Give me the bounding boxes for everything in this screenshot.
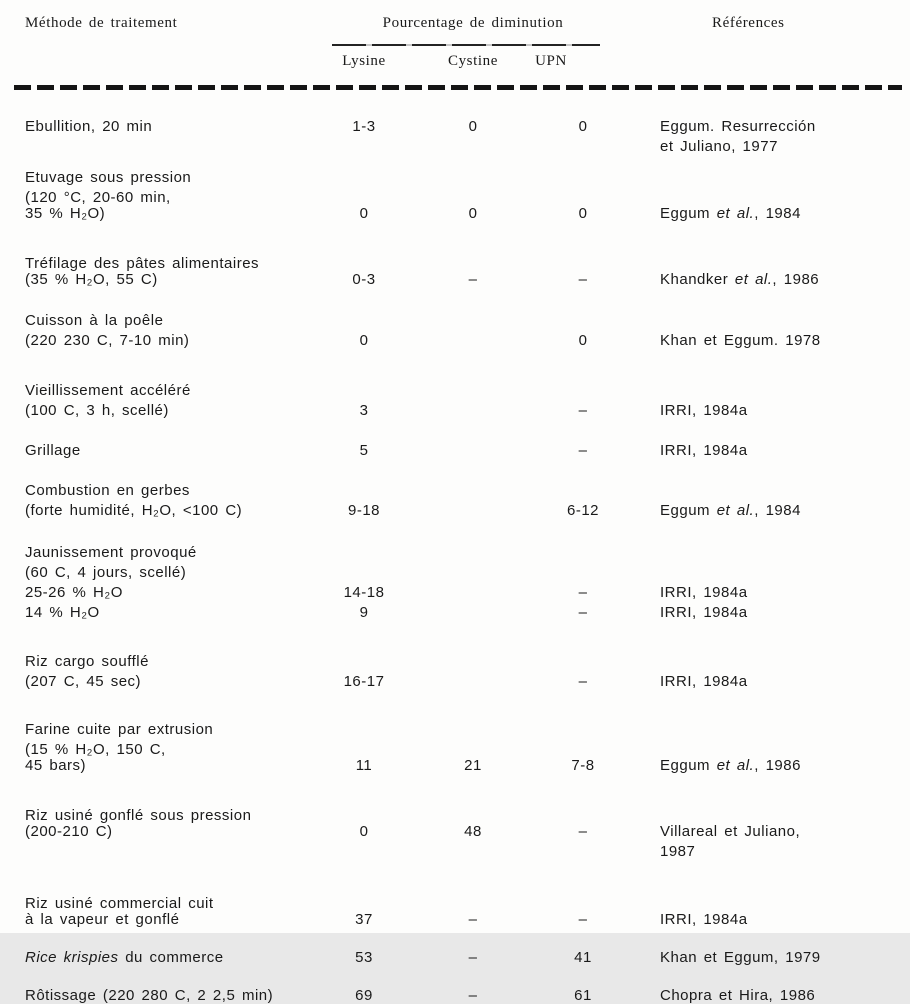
method-text: (60 C, 4 jours, scellé) [25, 564, 187, 581]
method-cell [25, 383, 330, 399]
cystine-value [440, 738, 506, 754]
upn-value: – [578, 271, 588, 288]
cystine-value [440, 309, 506, 325]
upn-value [550, 541, 616, 557]
table-header [0, 0, 910, 92]
method-cell [25, 896, 330, 912]
table-line [0, 840, 910, 860]
lysine-value [330, 309, 398, 325]
method-cell [25, 272, 330, 288]
lysine-value [330, 135, 398, 151]
upn-value: 0 [578, 118, 588, 135]
lysine-value [330, 718, 398, 734]
reference-text: IRRI, 1984a [660, 911, 748, 928]
method-text: Farine cuite par extrusion [25, 721, 214, 738]
lysine-value [330, 650, 398, 666]
cystine-value: 21 [464, 757, 482, 774]
lysine-value: 1-3 [352, 118, 376, 135]
method-text: Riz usiné commercial cuit [25, 895, 214, 912]
table-line [0, 561, 910, 581]
lysine-value: 0 [359, 332, 369, 349]
lysine-value: 53 [355, 949, 373, 966]
lysine-value: 16-17 [343, 673, 385, 690]
reference-cell [660, 272, 910, 288]
method-text: Grillage [25, 442, 81, 459]
upn-value: 61 [574, 987, 592, 1004]
reference-cell [660, 443, 910, 459]
cystine-value [440, 379, 506, 395]
cystine-value [440, 329, 506, 345]
reference-cell [660, 844, 910, 860]
reference-cell [660, 186, 910, 202]
lysine-value: 5 [359, 442, 369, 459]
lysine-value [330, 166, 398, 182]
lysine-value: 0-3 [352, 271, 376, 288]
method-cell [25, 256, 330, 272]
reference-text: et Juliano, 1977 [660, 138, 778, 155]
cystine-value [440, 479, 506, 495]
upn-value [550, 738, 616, 754]
method-cell [25, 808, 330, 824]
lysine-value: 37 [355, 911, 373, 928]
cystine-value [440, 561, 506, 577]
method-cell [25, 313, 330, 329]
method-text: 14 % H₂O [25, 604, 100, 621]
reference-cell [660, 309, 910, 325]
reference-text: et al. [716, 757, 755, 774]
reference-cell [660, 119, 910, 135]
table-line [0, 670, 910, 690]
table-line [0, 206, 910, 222]
method-cell [25, 824, 330, 840]
lysine-value [330, 804, 398, 820]
upn-value: 0 [578, 205, 588, 222]
method-cell [25, 605, 330, 621]
upn-value: – [578, 911, 588, 928]
upn-value [550, 840, 616, 856]
method-cell [25, 758, 330, 774]
upn-value: – [578, 604, 588, 621]
lysine-value: 14-18 [343, 584, 385, 601]
upn-value [550, 186, 616, 202]
table-line [0, 135, 910, 155]
method-text: Rôtissage (220 280 C, 2 2,5 min) [25, 987, 274, 1004]
cystine-value: 48 [464, 823, 482, 840]
method-cell [25, 674, 330, 690]
reference-cell [660, 950, 910, 966]
method-text: Ebullition, 20 min [25, 118, 153, 135]
cystine-value [440, 252, 506, 268]
table-line [0, 119, 910, 135]
cystine-value [440, 399, 506, 415]
method-cell [25, 585, 330, 601]
reference-cell [660, 585, 910, 601]
table-line [0, 479, 910, 499]
upn-value [550, 892, 616, 908]
table-line [0, 399, 910, 419]
reference-text: Khan et Eggum. 1978 [660, 332, 821, 349]
reference-cell [660, 674, 910, 690]
lysine-value [330, 252, 398, 268]
method-cell [25, 483, 330, 499]
reference-text: Eggum [660, 205, 717, 222]
cystine-value [440, 439, 506, 455]
table-body [0, 92, 910, 1004]
method-cell [25, 119, 330, 135]
method-cell [25, 135, 330, 151]
upn-value [550, 804, 616, 820]
table-line [0, 738, 910, 758]
reference-text: IRRI, 1984a [660, 604, 748, 621]
method-text: (220 230 C, 7-10 min) [25, 332, 190, 349]
method-text: Tréfilage des pâtes alimentaires [25, 255, 260, 272]
reference-cell [660, 403, 910, 419]
column-header-upn: UPN [535, 53, 567, 69]
upn-value [550, 479, 616, 495]
reference-cell [660, 824, 910, 840]
upn-value: 41 [574, 949, 592, 966]
lysine-value [330, 479, 398, 495]
cystine-value [440, 840, 506, 856]
method-cell [25, 988, 330, 1004]
method-cell [25, 206, 330, 222]
table-line [0, 950, 910, 966]
lysine-value [330, 379, 398, 395]
lysine-value [330, 541, 398, 557]
cystine-value: – [468, 911, 478, 928]
cystine-value [440, 804, 506, 820]
table-line [0, 379, 910, 399]
lysine-value: 0 [359, 823, 369, 840]
cystine-value [440, 135, 506, 151]
method-text: Rice krispies [25, 949, 119, 966]
reference-cell [660, 988, 910, 1004]
method-cell [25, 443, 330, 459]
upn-value: – [578, 442, 588, 459]
table-line [0, 988, 910, 1004]
reference-text: Villareal et Juliano, [660, 823, 801, 840]
reference-text: , 1986 [754, 757, 801, 774]
table-line [0, 541, 910, 561]
method-text: Riz cargo soufflé [25, 653, 149, 670]
lysine-value: 0 [359, 205, 369, 222]
method-cell [25, 565, 330, 581]
table-line [0, 581, 910, 601]
upn-value: – [578, 402, 588, 419]
cystine-value: – [468, 271, 478, 288]
reference-cell [660, 139, 910, 155]
table-line [0, 824, 910, 840]
reference-cell [660, 206, 910, 222]
method-text: 25-26 % H₂O [25, 584, 123, 601]
method-text: du commerce [118, 949, 224, 966]
table-line [0, 186, 910, 206]
method-text: (200-210 C) [25, 823, 113, 840]
method-cell [25, 840, 330, 856]
column-header-lysine: Lysine [342, 53, 386, 69]
table-line [0, 804, 910, 824]
upn-value: – [578, 823, 588, 840]
upn-value [550, 650, 616, 666]
method-cell [25, 654, 330, 670]
reference-cell [660, 912, 910, 928]
method-cell [25, 742, 330, 758]
reference-text: Eggum [660, 502, 717, 519]
method-cell [25, 912, 330, 928]
reference-cell [660, 650, 910, 666]
group-header-underline [332, 44, 600, 46]
reference-cell [660, 804, 910, 820]
method-cell [25, 722, 330, 738]
reference-text: IRRI, 1984a [660, 442, 748, 459]
reference-text: Khandker [660, 271, 735, 288]
reference-text: Eggum. Resurrección [660, 118, 816, 135]
upn-value [550, 718, 616, 734]
column-header-cystine: Cystine [447, 53, 499, 69]
reference-text: IRRI, 1984a [660, 673, 748, 690]
reference-cell [660, 892, 910, 908]
cystine-value [440, 166, 506, 182]
cystine-value [440, 186, 506, 202]
cystine-value: – [468, 949, 478, 966]
method-text: Etuvage sous pression [25, 169, 192, 186]
method-cell [25, 403, 330, 419]
reference-text: Khan et Eggum, 1979 [660, 949, 821, 966]
table-line [0, 252, 910, 272]
reference-cell [660, 166, 910, 182]
table-line [0, 892, 910, 912]
method-text: Jaunissement provoqué [25, 544, 197, 561]
reference-text: Chopra et Hira, 1986 [660, 987, 816, 1004]
cystine-value [440, 541, 506, 557]
reference-cell [660, 541, 910, 557]
upn-value: – [578, 584, 588, 601]
reference-cell [660, 479, 910, 495]
lysine-value [330, 840, 398, 856]
upn-value: 0 [578, 332, 588, 349]
method-text: (15 % H₂O, 150 C, [25, 741, 166, 758]
cystine-value: 0 [468, 205, 478, 222]
reference-text: 1987 [660, 843, 696, 860]
method-text: Cuisson à la poêle [25, 312, 164, 329]
method-text: Vieillissement accéléré [25, 382, 191, 399]
table-line [0, 329, 910, 349]
cystine-value: 0 [468, 118, 478, 135]
lysine-value [330, 892, 398, 908]
table-line [0, 166, 910, 186]
table-line [0, 758, 910, 774]
upn-value: – [578, 673, 588, 690]
method-text: (forte humidité, H₂O, <100 C) [25, 502, 243, 519]
method-cell [25, 170, 330, 186]
reference-cell [660, 252, 910, 268]
table-line [0, 912, 910, 928]
header-divider-rule [14, 85, 902, 90]
reference-cell [660, 503, 910, 519]
upn-value: 7-8 [571, 757, 595, 774]
method-text: Combustion en gerbes [25, 482, 190, 499]
method-cell [25, 503, 330, 519]
lysine-value: 9 [359, 604, 369, 621]
cystine-value [440, 581, 506, 597]
table-line [0, 601, 910, 621]
reference-cell [660, 758, 910, 774]
upn-value [550, 309, 616, 325]
cystine-value: – [468, 987, 478, 1004]
reference-text: IRRI, 1984a [660, 584, 748, 601]
method-text: 35 % H₂O) [25, 205, 106, 222]
table-line [0, 499, 910, 519]
reference-cell [660, 738, 910, 754]
table-line [0, 650, 910, 670]
method-text: (100 C, 3 h, scellé) [25, 402, 169, 419]
method-cell [25, 333, 330, 349]
method-cell [25, 190, 330, 206]
cystine-value [440, 892, 506, 908]
reference-text: Eggum [660, 757, 717, 774]
method-text: (35 % H₂O, 55 C) [25, 271, 158, 288]
lysine-value: 9-18 [347, 502, 381, 519]
lysine-value: 11 [355, 757, 373, 774]
reference-text: IRRI, 1984a [660, 402, 748, 419]
lysine-value [330, 561, 398, 577]
method-text: Riz usiné gonflé sous pression [25, 807, 252, 824]
upn-value [550, 166, 616, 182]
lysine-value [330, 738, 398, 754]
lysine-value: 3 [359, 402, 369, 419]
cystine-value [440, 650, 506, 666]
reference-text: et al. [716, 205, 755, 222]
upn-value [550, 252, 616, 268]
reference-text: et al. [734, 271, 773, 288]
table-line [0, 272, 910, 288]
reference-text: , 1986 [772, 271, 820, 288]
table-line [0, 309, 910, 329]
lysine-value [330, 186, 398, 202]
reference-cell [660, 333, 910, 349]
upn-value [550, 135, 616, 151]
column-header-references: Références [712, 15, 785, 31]
reference-cell [660, 561, 910, 577]
table-line [0, 439, 910, 459]
table-line [0, 718, 910, 738]
reference-cell [660, 718, 910, 734]
column-group-header-pourcentage: Pourcentage de diminution [382, 15, 564, 31]
reference-cell [660, 379, 910, 395]
method-text: (207 C, 45 sec) [25, 673, 142, 690]
method-text: à la vapeur et gonflé [25, 911, 180, 928]
method-cell [25, 950, 330, 966]
reference-cell [660, 605, 910, 621]
upn-value [550, 561, 616, 577]
upn-value: 6-12 [566, 502, 600, 519]
method-text: 45 bars) [25, 757, 87, 774]
method-text: (120 °C, 20-60 min, [25, 189, 171, 206]
reference-text: et al. [716, 502, 755, 519]
reference-text: , 1984 [754, 502, 801, 519]
upn-value [550, 379, 616, 395]
column-header-method: Méthode de traitement [25, 15, 178, 31]
cystine-value [440, 718, 506, 734]
lysine-value: 69 [355, 987, 373, 1004]
cystine-value [440, 499, 506, 515]
reference-text: , 1984 [754, 205, 801, 222]
cystine-value [440, 601, 506, 617]
method-cell [25, 545, 330, 561]
cystine-value [440, 670, 506, 686]
